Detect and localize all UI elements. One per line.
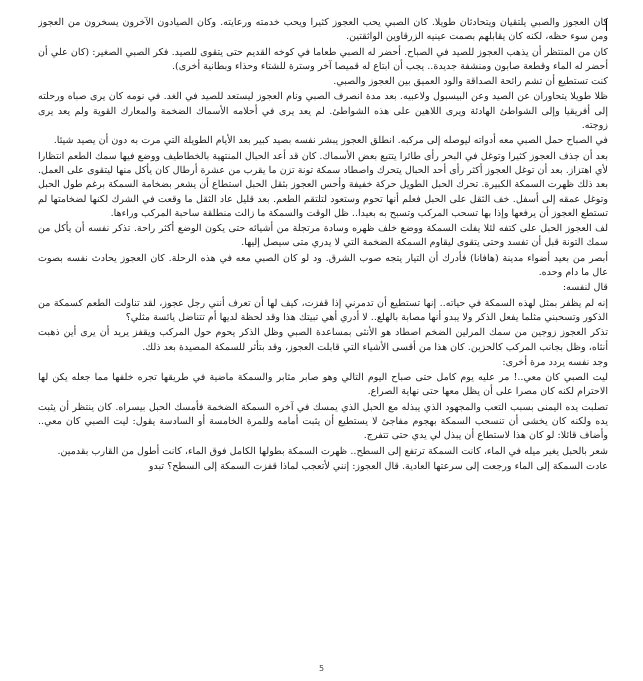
paragraph-3: كنت تستطيع أن تشم رائحة الصداقة والود العميق بين العجوز والصبي. (333, 76, 608, 88)
paragraph-13: ليت الصبي كان معي..! مر عليه يوم كامل حتى صباح اليوم التالي وهو صابر مثابر والسمكة ماضية في طريقها تجره خلفها مما جعله يكن لها الاحترام لكنه كان مصرا على أن يظل معها حتى نهاية الصراع. (38, 372, 608, 398)
paragraph-6: بعد أن جذف العجوز كثيرا وتوغل في البحر رأى طائرا يتتبع بعض الأسماك. كان قد أعد الحبال المنتهية بالخطاطيف ووضع فيها سمك الطعم انتظارا لأي اهتزاز. بعد أن توغل العجوز أكثر رأى أحد الحبال يتحرك واصطاد سمكة تونة تزن ما يقرب من عشرة أرطال كان يأكل منها ليتقوى على العمل. بعد ذلك ظهرت السمكة الكبيرة. تحرك الحبل الطويل حركة خفيفة وأحس العجوز بثقل الحبل استطاع أن يشعر بضخامة السمكة برغم طول الحبل وتوغل عمقه إلى أسفل. خف الثقل على الحبل فعلم أنها تحوم وستعود لتلتقم الطعم. بعد قليل عاد الثقل ما وقعت في الشرك لكنها لضخامتها لم تستطع العجوز أن يرفعها وإذا بها تسحب المركب وتسبح به بعيدا.. ظل الوقت والسمكة ما زالت منطلقة ساحبة المركب وراءها. (38, 150, 608, 219)
paragraph-15: شعر بالحبل يغير ميله في الماء، كانت السمكة ترتفع إلى السطح.. ظهرت السمكة بطولها الكامل فوق الماء، كانت أطول من القارب بقدمين. (57, 445, 608, 457)
paragraph-7: لف العجوز الحبل على كتفه لئلا يفلت السمكة ووضع خلف ظهره وسادة مرتجلة من أشيائه حتى يكون الوضع أكثر راحة. تذكر نفسه أن يأكل من سمك التونة قبل أن تفسد وحتى يتقوى ليقاوم السمكة الضخمة التي لا يدري متى سيصل إليها. (38, 223, 608, 249)
paragraph-11: تذكر العجوز زوجين من سمك المرلين الضخم اصطاد هو الأنثى بمساعدة الصبي وظل الذكر يحوم حول المركب ويقفز يريد أن يرى أين ذهبت أنثاه، وظل بجانب المركب كالحزين. كان هذا من أقسى الأشياء التي قابلت العجوز، وقد بتأثر للسمكة المصيدة بعد ذلك. (38, 327, 608, 353)
paragraph-8: أبصر من بعيد أضواء مدينة (هافانا) فأدرك أن التيار يتجه صوب الشرق. ود لو كان الصبي معه في هذه الرحلة. كان العجوز يحادث نفسه بصوت عال ما دام وحده. (38, 252, 608, 279)
document-page (38, 16, 608, 656)
paragraph-10: إنه لم يظفر بمثل لهذه السمكة في حياته.. إنها تستطيع أن تدمرني إذا قفزت، كيف لها أن تعرف أنني رجل عجوز، لقد تناولت الطعم كسمكة من الذكور وتسحبني مثلما يفعل الذكر ولا يبدو أنها مصابة بالهلع.. لا أدري أهي تبيتك هذا وقد لحظة لديها أم تتناضل يائسة مثلي؟ (38, 297, 608, 323)
paragraph-2: كان من المنتظر أن يذهب العجوز للصيد في الصباح. أحضر له الصبي طعاما في كوخه القديم حتى يتقوى للصيد. فكر الصبي الصغير: (كان علي أن أحضر له الماء وقطعة صابون ومنشفة جديدة.. يجب أن ابتاع له قميصا آخر وسترة للشتاء وحذاء وبطانية أخرى). (38, 46, 608, 72)
paragraph-12: وجد نفسه يردد مرة أخرى: (502, 356, 608, 368)
paragraph-4: ظلا طويلا يتحاوران عن الصيد وعن البيسبول ولاعبيه. بعد مدة انصرف الصبي ونام العجوز ليستعد للصيد في الغد. في نومه كان يرى صباه ورحلته إلى أفريقيا وإلى الشواطئ الهادئة ويرى اللاهين على هذه الشواطئ. لم يعد يرى في أحلامه الأسماك الضخمة والمعارك القوية ولم يعد يرى زوجته. (38, 91, 608, 132)
paragraph-14: تصلبت يده اليمنى بسبب التعب والمجهود الذي يبذله مع الحبل الذي يمسك في آخره السمكة الضخمة فأمسك الحبل بيسراه. كان ينتظر أن يثبت يده ولكنه كان يخشى أن تنسحب السمكة بهجوم مفاجئ لا يستطيع أن يثبت أمامه وللمرة الخامسة أو السادسة يقول: ليت الصبي كان معي.. وأضاف قائلا: لو كان هذا لاستطاع أن يبذل لي يدي حتى تتفرج. (38, 401, 608, 442)
paragraph-9: قال لنفسه: (562, 282, 608, 294)
paragraph-5: في الصباح حمل الصبي معه أدواته ليوصله إلى مركبه. انطلق العجوز يبشر نفسه بصيد كبير بعد الأيام الطويلة التي مرت به دون أن يصيد شيئا. (53, 135, 608, 147)
paragraph-1: كان العجوز والصبي يلتقيان ويتحادثان طويلا. كان الصبي يحب العجوز كثيرا ويحب خدمته ورعايته. وكان الصيادون الآخرون يسخرون من العجوز ومن سوء حظه، لكنه كان يقابلهم بصمت عينيه الزرقاوين الواثقتين. (38, 17, 608, 43)
page-number: 5 (318, 664, 325, 673)
paragraph-16: عادت السمكة إلى الماء ورجعت إلى سرعتها العادية. قال العجوز: إنني لأتعجب لماذا قفزت السمكة إلى السطح؟ تبدو (148, 460, 608, 472)
